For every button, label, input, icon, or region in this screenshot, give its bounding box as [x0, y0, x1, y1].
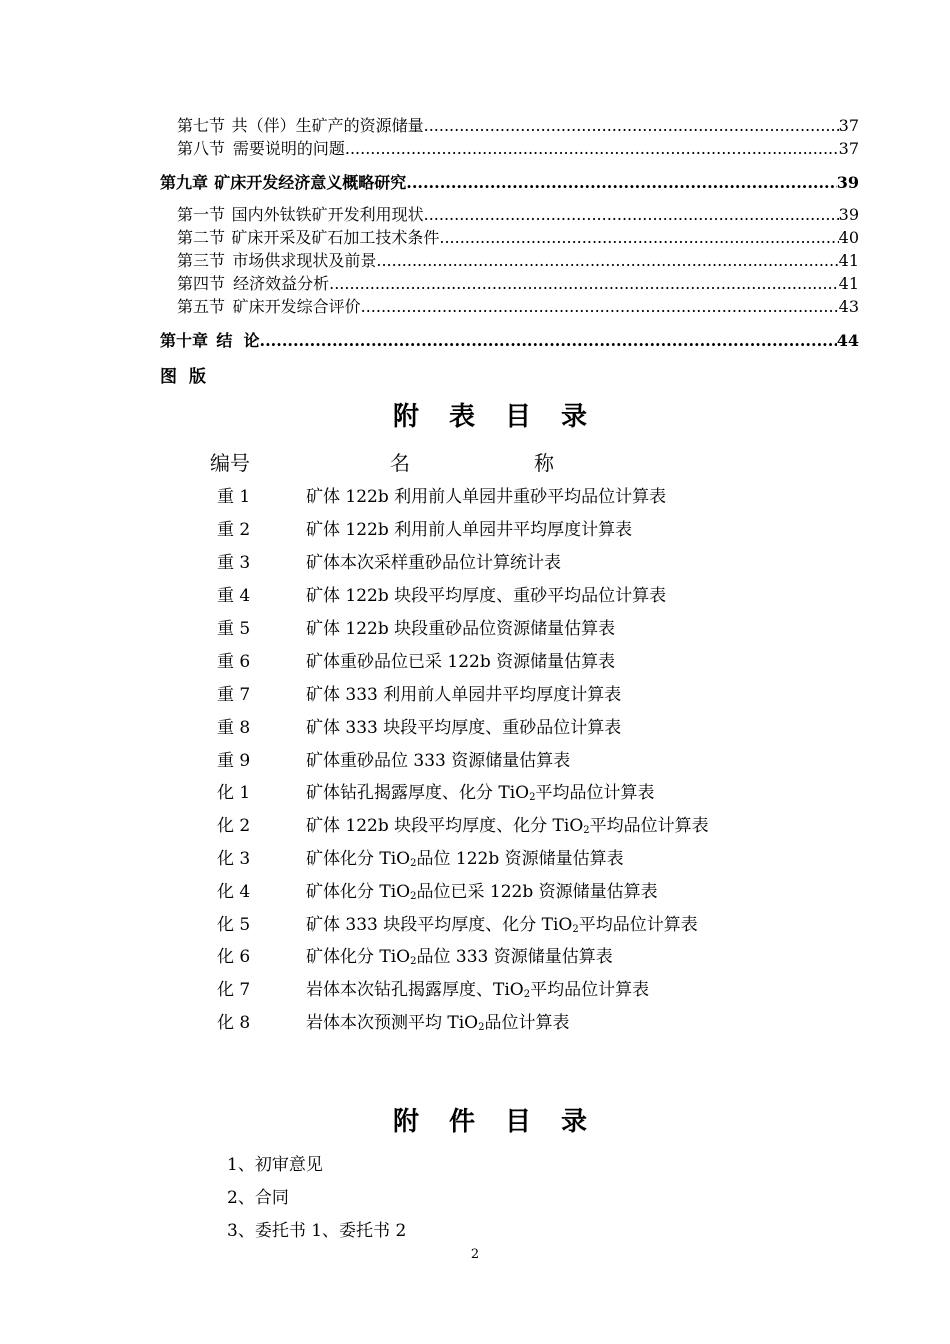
- table-code: 化 4: [217, 882, 251, 902]
- toc-page-number: 40: [838, 228, 859, 247]
- toc-entry[interactable]: [177, 138, 859, 160]
- toc-chapter-title: 结 论: [216, 331, 260, 350]
- table-name: 矿体 122b 块段平均厚度、化分 TiO$_2$平均品位计算表: [306, 816, 709, 836]
- toc-chapter-entry[interactable]: [160, 330, 859, 352]
- toc-section-title: 矿床开采及矿石加工技术条件: [231, 228, 440, 247]
- table-code: 化 8: [217, 1013, 251, 1033]
- annex-item: 1、初审意见: [227, 1155, 323, 1175]
- toc-page-number: 39: [838, 205, 859, 224]
- toc-section-title: 国内外钛铁矿开发利用现状: [231, 205, 424, 224]
- table-name: 矿体 122b 块段重砂品位资源储量估算表: [306, 619, 616, 639]
- toc-section-title: 矿床开发综合评价: [232, 297, 361, 316]
- toc-section-label: 第五节: [177, 297, 226, 316]
- table-name: 矿体重砂品位 333 资源储量估算表: [306, 751, 571, 771]
- toc-section-label: 第四节: [177, 274, 226, 293]
- table-name: 矿体化分 TiO$_2$品位已采 122b 资源储量估算表: [306, 882, 658, 902]
- toc-page-number: 41: [838, 274, 859, 293]
- page-number: 2: [470, 1247, 480, 1262]
- toc-section-title: 需要说明的问题: [232, 139, 345, 158]
- toc-section-label: 第三节: [177, 251, 226, 270]
- table-code: 化 7: [217, 980, 251, 1000]
- table-name: 矿体钻孔揭露厚度、化分 TiO$_2$平均品位计算表: [306, 783, 655, 803]
- toc-leader: [376, 250, 838, 272]
- table-name: 矿体 122b 利用前人单园井重砂平均品位计算表: [306, 487, 667, 507]
- table-name: 岩体本次预测平均 TiO$_2$品位计算表: [306, 1013, 570, 1033]
- toc-leader: [361, 296, 839, 318]
- table-code: 重 1: [217, 487, 251, 507]
- toc-page-number: 44: [836, 331, 859, 350]
- toc-chapter-label: 第九章: [160, 173, 209, 192]
- table-name: 矿体 333 利用前人单园井平均厚度计算表: [306, 685, 622, 705]
- table-name: 矿体 333 块段平均厚度、重砂品位计算表: [306, 718, 622, 738]
- annex-item: 3、委托书 1、委托书 2: [227, 1221, 407, 1241]
- table-name: 矿体本次采样重砂品位计算统计表: [306, 553, 561, 573]
- toc-entry[interactable]: [177, 227, 859, 249]
- column-header-name-1: 名: [390, 451, 410, 475]
- toc-entry[interactable]: [177, 204, 859, 226]
- table-code: 重 8: [217, 718, 251, 738]
- table-code: 重 4: [217, 586, 251, 606]
- toc-chapter-entry[interactable]: [160, 172, 859, 194]
- table-code: 重 9: [217, 751, 251, 771]
- toc-section-label: 第八节: [177, 139, 226, 158]
- table-name: 矿体 333 块段平均厚度、化分 TiO$_2$平均品位计算表: [306, 915, 698, 935]
- table-name: 矿体 122b 块段平均厚度、重砂平均品位计算表: [306, 586, 667, 606]
- toc-leader: [424, 115, 839, 137]
- toc-plates-entry[interactable]: 图版: [160, 367, 218, 387]
- toc-section-label: 第七节: [177, 116, 226, 135]
- table-code: 化 1: [217, 783, 251, 803]
- annexes-heading: 附件目录: [392, 1107, 617, 1137]
- toc-section-title: 市场供求现状及前景: [232, 251, 377, 270]
- toc-chapter-title: 矿床开发经济意义概略研究: [214, 173, 407, 192]
- toc-section-label: 第一节: [177, 205, 226, 224]
- table-code: 重 3: [217, 553, 251, 573]
- toc-section-title: 共（伴）生矿产的资源储量: [231, 116, 424, 135]
- toc-entry[interactable]: [177, 250, 859, 272]
- toc-page-number: 41: [838, 251, 859, 270]
- toc-entry[interactable]: [177, 273, 859, 295]
- toc-page-number: 39: [836, 173, 859, 192]
- toc-section-title: 经济效益分析: [233, 274, 330, 293]
- table-name: 矿体 122b 利用前人单园井平均厚度计算表: [306, 520, 633, 540]
- table-name: 矿体重砂品位已采 122b 资源储量估算表: [306, 652, 616, 672]
- table-code: 重 5: [217, 619, 251, 639]
- annex-item: 2、合同: [227, 1188, 289, 1208]
- table-name: 矿体化分 TiO$_2$品位 122b 资源储量估算表: [306, 849, 624, 869]
- table-code: 化 2: [217, 816, 251, 836]
- toc-entry[interactable]: [177, 115, 859, 137]
- toc-page-number: 43: [838, 297, 859, 316]
- toc-leader: [439, 227, 838, 249]
- appendix-tables-heading: 附表目录: [392, 402, 617, 432]
- toc-leader: [329, 273, 839, 295]
- table-code: 重 2: [217, 520, 251, 540]
- toc-leader: [345, 138, 839, 160]
- toc-chapter-label: 第十章: [160, 331, 209, 350]
- table-code: 重 6: [217, 652, 251, 672]
- toc-leader: [260, 330, 837, 352]
- toc-section-label: 第二节: [177, 228, 226, 247]
- table-code: 重 7: [217, 685, 251, 705]
- table-name: 岩体本次钻孔揭露厚度、TiO$_2$平均品位计算表: [306, 980, 650, 1000]
- toc-page-number: 37: [838, 116, 859, 135]
- table-code: 化 5: [217, 915, 251, 935]
- table-code: 化 3: [217, 849, 251, 869]
- toc-page-number: 37: [838, 139, 859, 158]
- toc-leader: [406, 172, 836, 194]
- table-name: 矿体化分 TiO$_2$品位 333 资源储量估算表: [306, 947, 613, 967]
- table-code: 化 6: [217, 947, 251, 967]
- column-header-code: 编号: [210, 451, 250, 475]
- toc-leader: [424, 204, 839, 226]
- toc-entry[interactable]: [177, 296, 859, 318]
- column-header-name-2: 称: [534, 451, 554, 475]
